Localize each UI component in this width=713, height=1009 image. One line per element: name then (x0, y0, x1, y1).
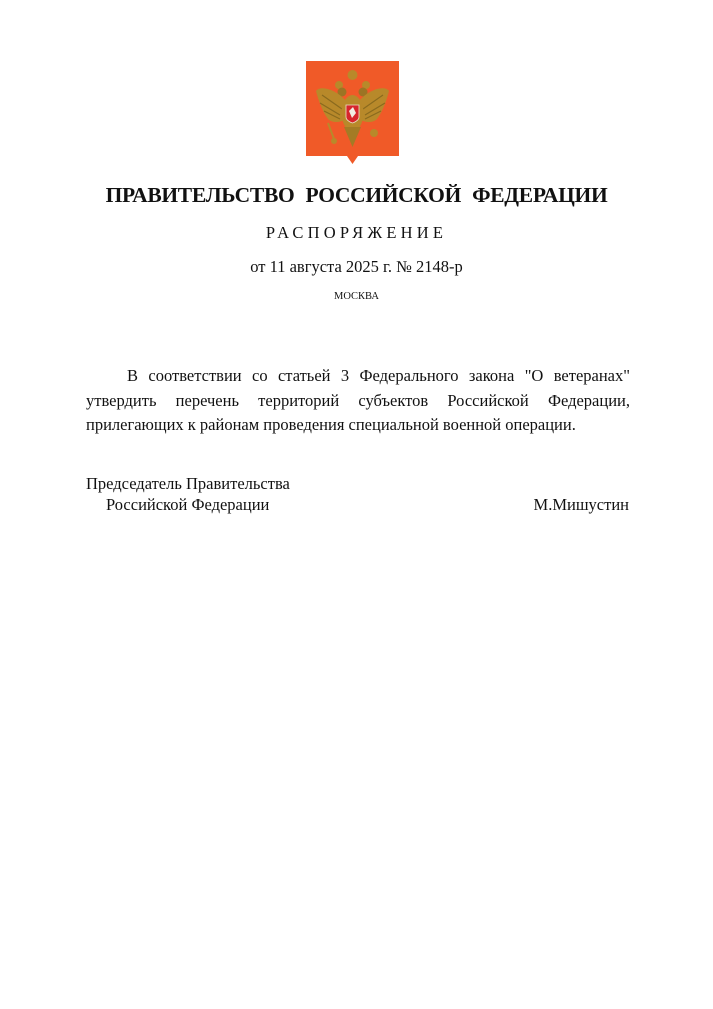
signatory-name: М.Мишустин (533, 495, 629, 514)
document-body (86, 364, 630, 438)
signatory-position (86, 473, 290, 515)
document-type: РАСПОРЯЖЕНИЕ (265, 223, 448, 242)
document-date-number: от 11 августа 2025 г. № 2148-р (250, 257, 463, 276)
signatory-position-line2: Российской Федерации (106, 495, 270, 514)
signatory-position-line1: Председатель Правительства (86, 474, 290, 493)
coat-of-arms-icon (306, 61, 399, 164)
body-paragraph: В соответствии со статьей 3 Федерального закона "О ветеранах" утвердить перечень территорий субъектов Российской Федерации, прилегающих к районам проведения специальной военной операции. (86, 366, 630, 434)
document-city: МОСКВА (334, 291, 379, 302)
issuer-heading: ПРАВИТЕЛЬСТВО РОССИЙСКОЙ ФЕДЕРАЦИИ (105, 183, 608, 207)
